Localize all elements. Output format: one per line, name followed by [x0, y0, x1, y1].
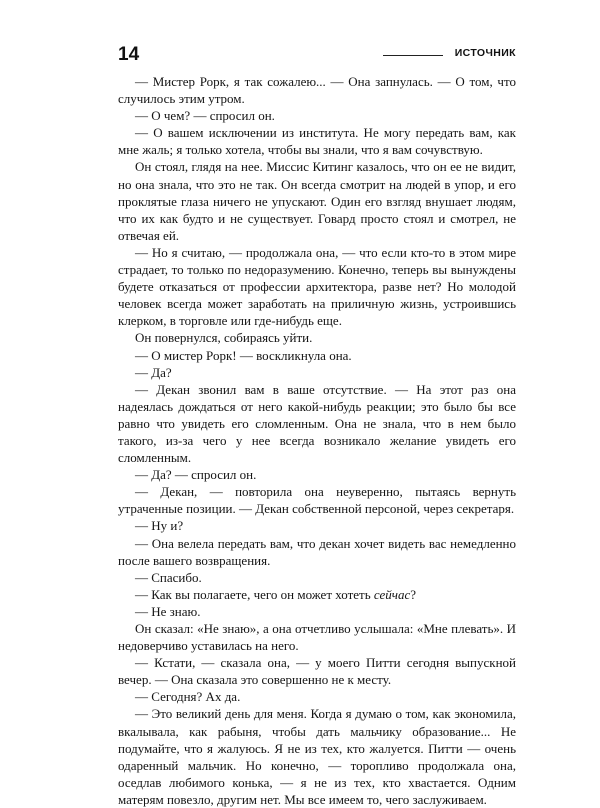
- body-text: [118, 73, 516, 808]
- paragraph: — Не знаю.: [135, 603, 201, 619]
- paragraph: — Спасибо.: [135, 569, 202, 585]
- paragraph: — Мистер Рорк, я так сожалею... — Она запнулась. — О том, что случилось этим утром.: [118, 74, 516, 107]
- question-mark: ?: [410, 586, 417, 602]
- paragraph: — Она велела передать вам, что декан хочет видеть вас немедленно после вашего возвращения.: [118, 535, 516, 568]
- question-text: — Как вы полагаете, чего он может хотеть: [135, 586, 374, 602]
- paragraph: — Декан, — повторила она неуверенно, пытаясь вернуть утраченные позиции. — Декан собственной персоной, через секретаря.: [118, 484, 516, 517]
- paragraph: — Но я считаю, — продолжала она, — что если кто-то в этом мире страдает, то только по недоразумению. Конечно, теперь вы вынуждены будете отказаться от профессии архитектора, разве нет? Но молодой человек всегда может заработать на приличную жизнь, устроившись клерком, в торговле или где-нибудь еще.: [118, 244, 516, 329]
- header-rule: [383, 55, 443, 56]
- paragraph: Он повернулся, собираясь уйти.: [135, 330, 313, 346]
- paragraph: — Да?: [135, 364, 172, 380]
- paragraph: — Это великий день для меня. Когда я думаю о том, как экономила, вкалывала, как рабыня, чтобы дать мальчику образование... Не подумайте, что я жалуюсь. Я не из тех, кто жалуется. Питти — очень одаренный мальчик. Но конечно, — торопливо продолжала она, оседлав любимого конька, — я не из тех, кто хвастается. Одним матерям повезло, другим нет. Мы все имеем то, чего заслуживаем.: [118, 706, 516, 807]
- page-header: [118, 44, 516, 66]
- paragraph: Он сказал: «Не знаю», а она отчетливо услышала: «Мне плевать». И недоверчиво уставилась на него.: [118, 621, 516, 654]
- paragraph: — Да? — спросил он.: [135, 467, 257, 483]
- running-title: ИСТОЧНИК: [454, 47, 516, 59]
- paragraph: — Декан звонил вам в ваше отсутствие. — На этот раз она надеялась дождаться от него какой-нибудь реакции; это было бы все равно что увидеть его сломленным. Она не знала, что в нем было такого, из-за чего у нее всегда возникало желание увидеть его сломленным.: [118, 381, 516, 466]
- paragraph: — О мистер Рорк! — воскликнула она.: [135, 347, 352, 363]
- paragraph: — О чем? — спросил он.: [135, 108, 275, 124]
- paragraph-question: [118, 586, 516, 603]
- paragraph: — Сегодня? Ах да.: [135, 689, 241, 705]
- paragraph: — О вашем исключении из института. Не могу передать вам, как мне жаль; я только хотела, чтобы вы знали, что я вам сочувствую.: [118, 125, 516, 158]
- paragraph: — Ну и?: [135, 518, 184, 534]
- emphasis-text: сейчас: [373, 586, 411, 602]
- page-number: 14: [118, 44, 140, 65]
- paragraph: — Кстати, — сказала она, — у моего Питти сегодня выпускной вечер. — Она сказала это совершенно не к месту.: [118, 655, 516, 688]
- paragraph: Он стоял, глядя на нее. Миссис Китинг казалось, что он ее не видит, но она знала, что это не так. Он всегда смотрит на людей в упор, и его проклятые глаза ничего не упускают. Один его взгляд внушает людям, что их как будто и не существует. Говард просто стоял и смотрел, не отвечая ей.: [118, 159, 516, 243]
